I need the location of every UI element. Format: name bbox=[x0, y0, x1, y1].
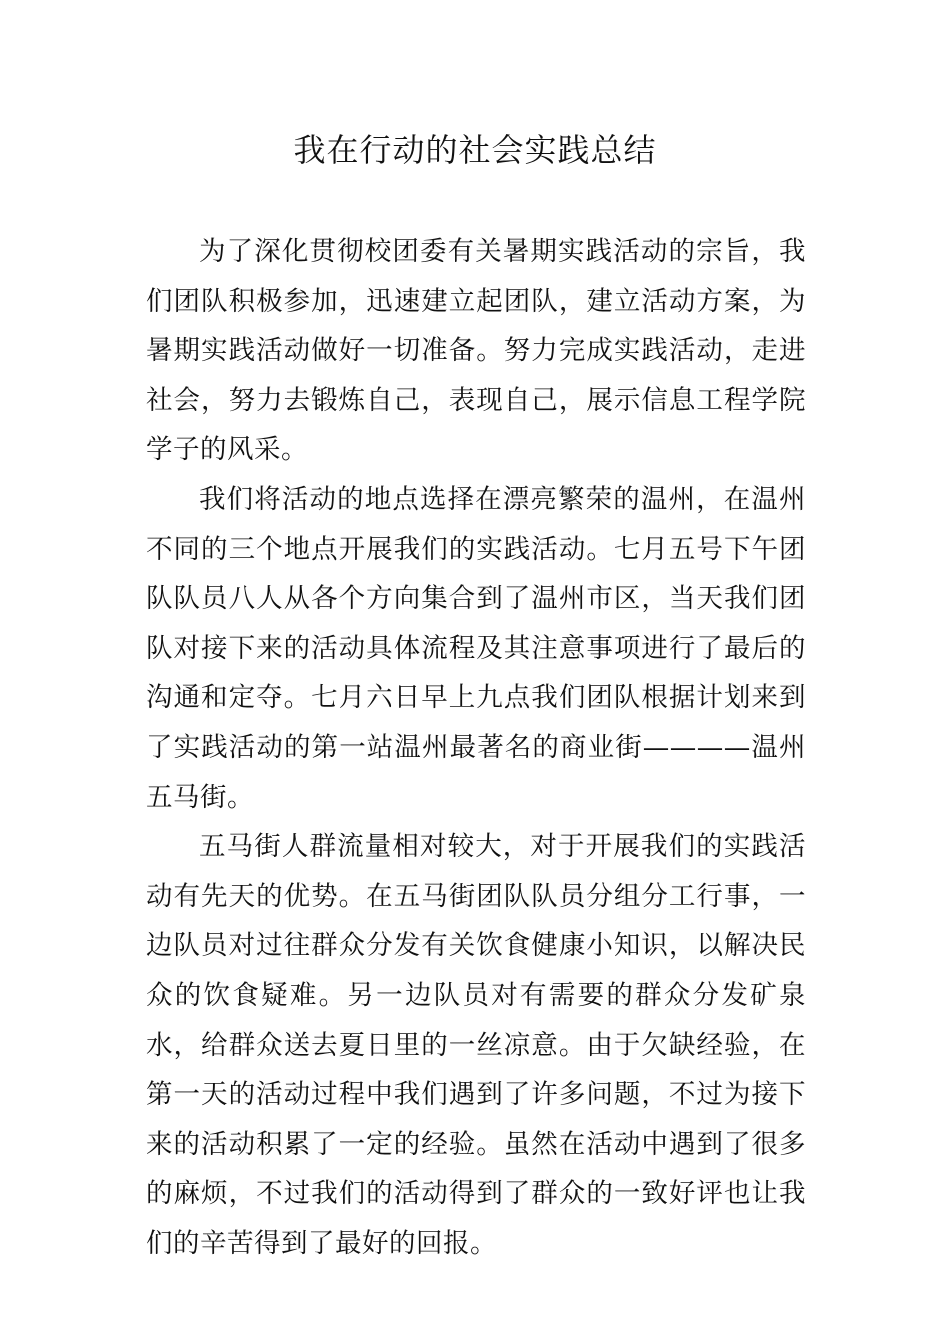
document-body bbox=[146, 227, 806, 1268]
paragraph-2: 我们将活动的地点选择在漂亮繁荣的温州，在温州不同的三个地点开展我们的实践活动。七月五号下午团队队员八人从各个方向集合到了温州市区，当天我们团队对接下来的活动具体流程及其注意事项进行了最后的沟通和定夺。七月六日早上九点我们团队根据计划来到了实践活动的第一站温州最著名的商业街————温州五马街。 bbox=[146, 483, 806, 813]
document-title: 我在行动的社会实践总结 bbox=[293, 131, 657, 169]
paragraph-1: 为了深化贯彻校团委有关暑期实践活动的宗旨，我们团队积极参加，迅速建立起团队，建立活动方案，为暑期实践活动做好一切准备。努力完成实践活动，走进社会，努力去锻炼自己，表现自己，展示信息工程学院学子的风采。 bbox=[146, 236, 806, 466]
paragraph-3: 五马街人群流量相对较大，对于开展我们的实践活动有先天的优势。在五马街团队队员分组分工行事，一边队员对过往群众分发有关饮食健康小知识，以解决民众的饮食疑难。另一边队员对有需要的群众分发矿泉水，给群众送去夏日里的一丝凉意。由于欠缺经验，在第一天的活动过程中我们遇到了许多问题，不过为接下来的活动积累了一定的经验。虽然在活动中遇到了很多的麻烦，不过我们的活动得到了群众的一致好评也让我们的辛苦得到了最好的回报。 bbox=[146, 831, 806, 1259]
